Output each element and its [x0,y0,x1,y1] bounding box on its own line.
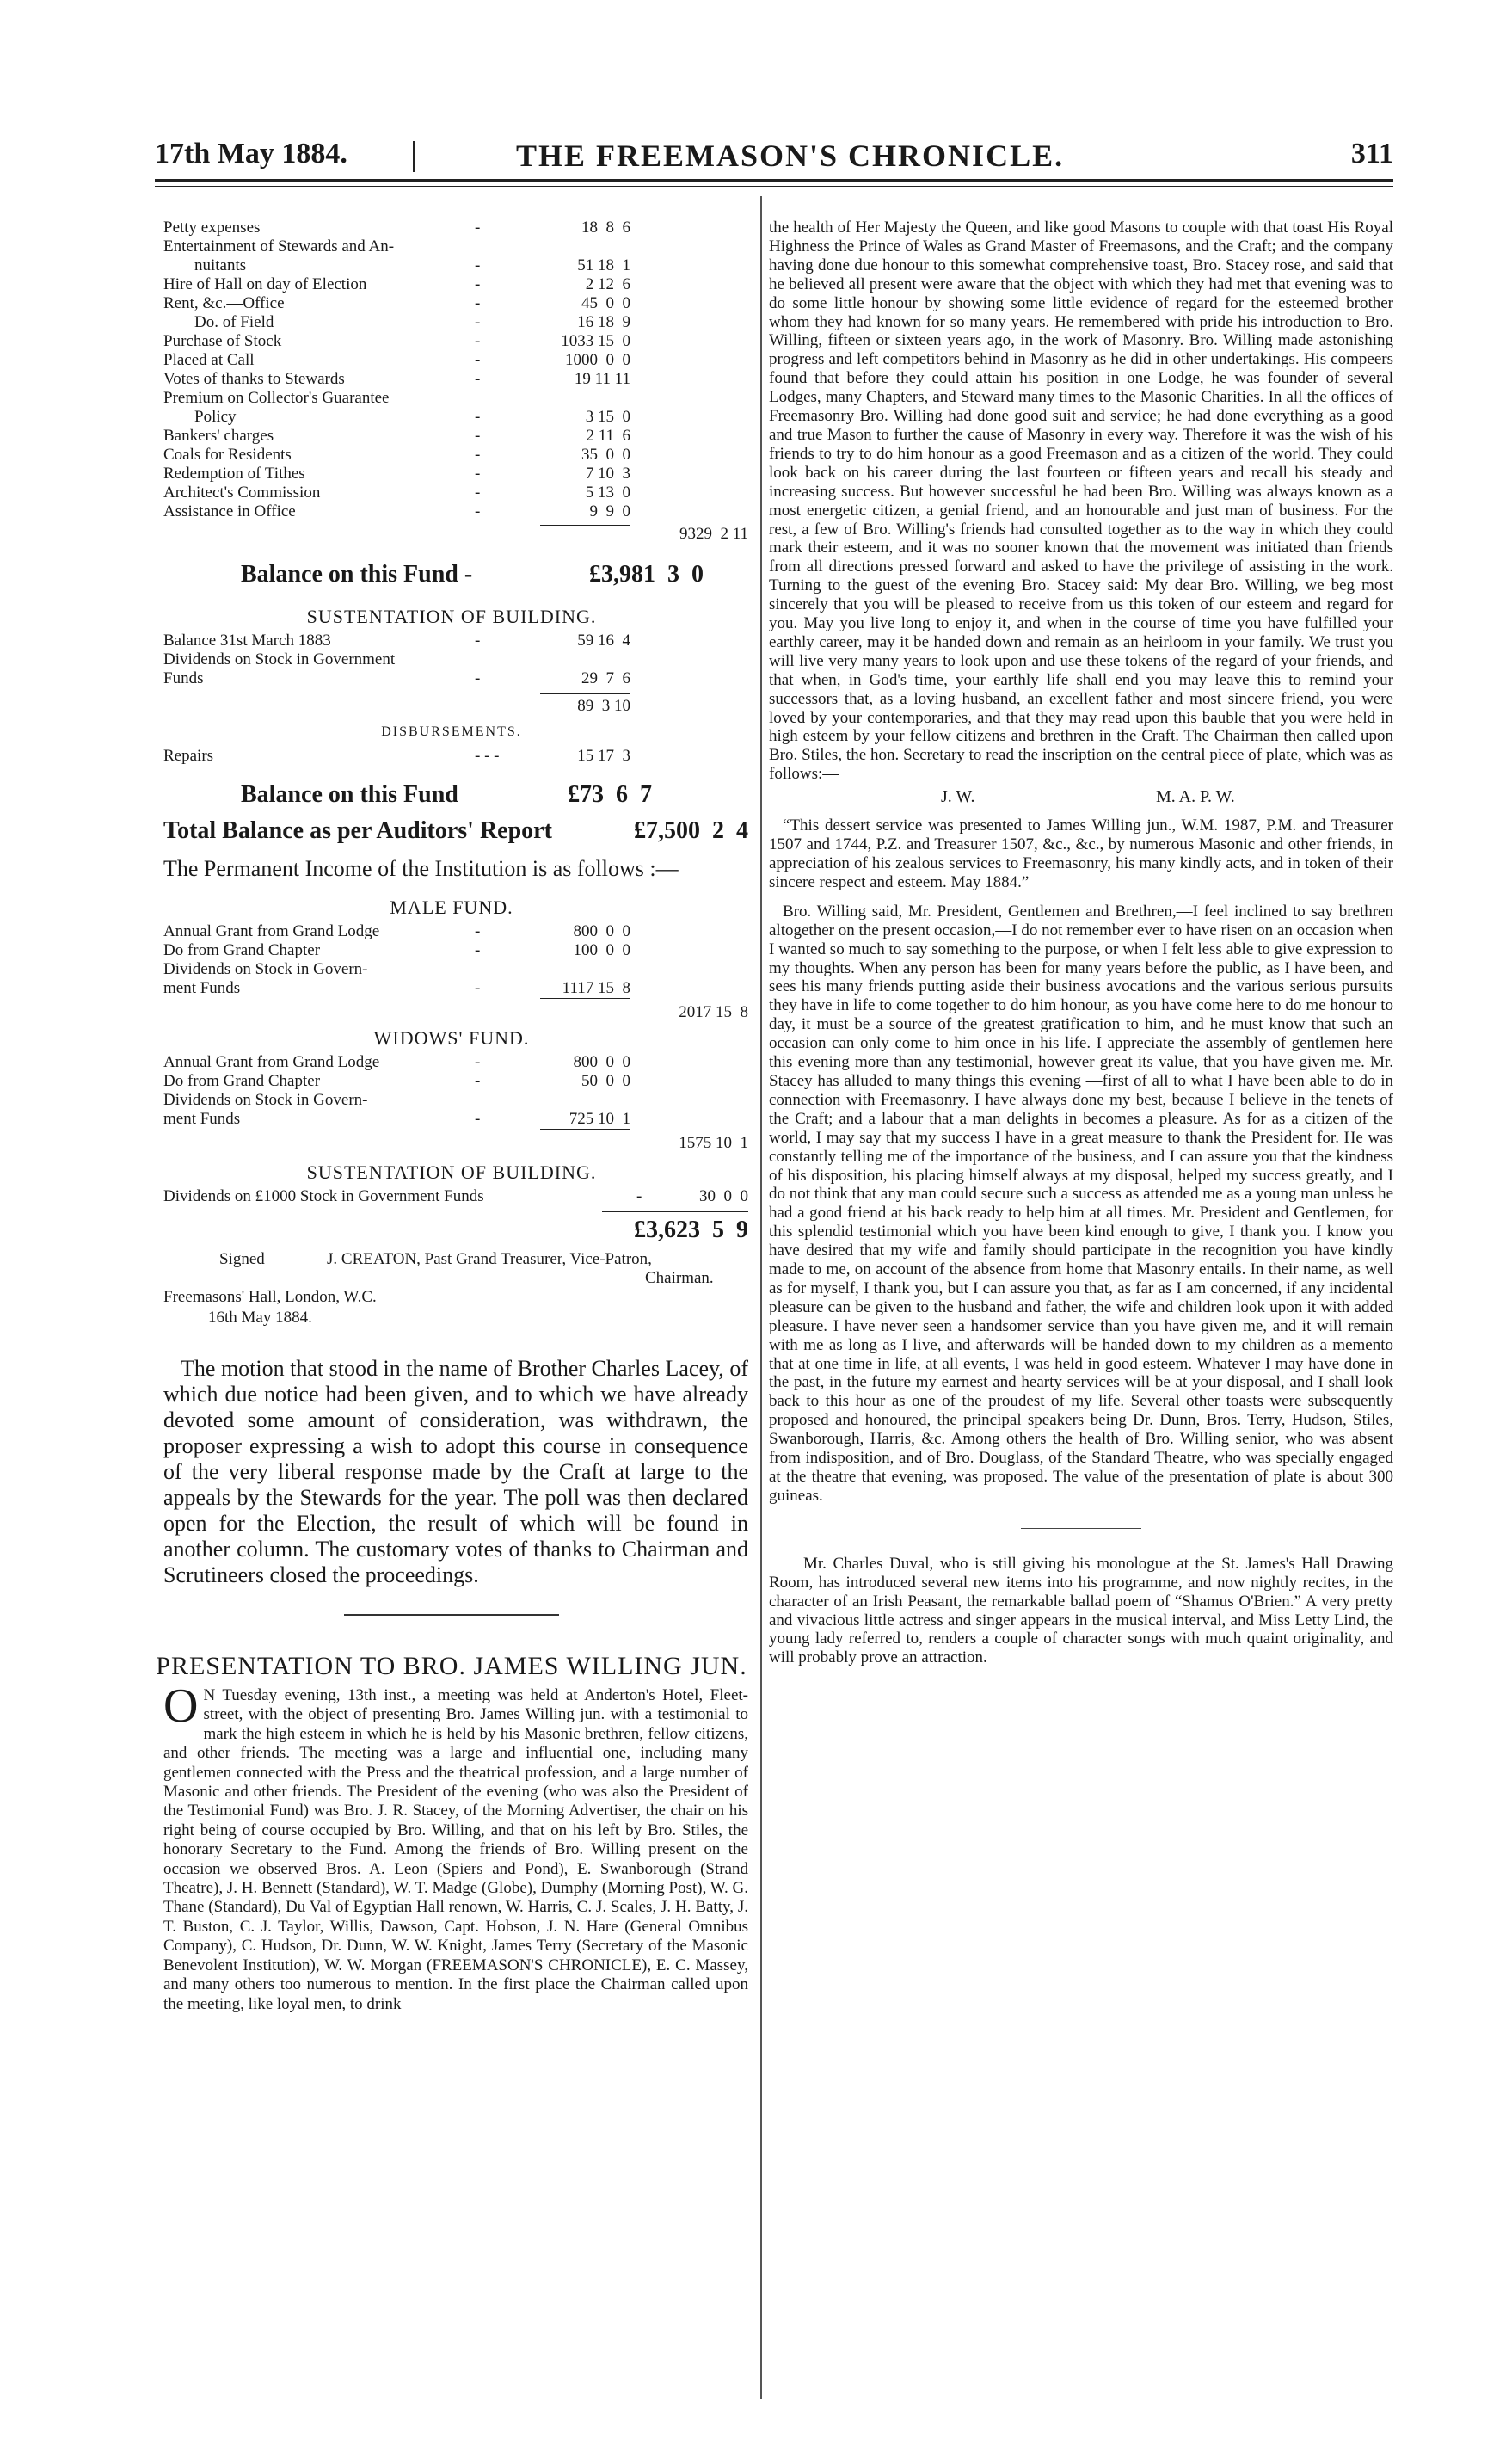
account-amount: 100 0 0 [573,941,630,959]
account-amount: 2 12 6 [585,275,630,293]
account-row [155,389,748,408]
sustentation-1-subtotal: 89 3 10 [577,697,630,715]
account-row: Votes of thanks to Stewards - 19 11 11 [163,370,630,388]
sustentation-1-heading: SUSTENTATION OF BUILDING. [306,606,597,627]
account-row: Assistance in Office - 9 9 0 [163,502,630,521]
signature-block [155,1244,748,1339]
account-row: Placed at Call - 1000 0 0 [163,351,630,369]
account-label: Annual Grant from Grand Lodge [163,1053,380,1071]
account-amount: 45 0 0 [581,294,630,312]
sum-line [540,525,630,526]
right-section-rule [1021,1528,1141,1529]
account-amount: 800 0 0 [573,1053,630,1071]
sustentation-2-total: 30 0 0 [699,1187,748,1205]
account-label: Annual Grant from Grand Lodge [163,922,380,940]
right-paragraph-1 [769,219,1393,784]
account-row: Bankers' charges - 2 11 6 [163,427,630,445]
account-amount: 16 18 9 [577,313,630,331]
grand-total: £3,623 5 9 [634,1217,748,1243]
account-row: Do from Grand Chapter - 50 0 0 [163,1072,630,1090]
account-label: ment Funds [163,979,241,997]
account-amount: 18 8 6 [581,219,630,237]
sum-line [540,693,630,694]
account-label: Do from Grand Chapter [163,941,321,959]
account-row: Do from Grand Chapter - 100 0 0 [163,941,630,959]
account-row [155,960,748,979]
drop-cap: O [163,1679,199,1733]
account-amount: 9 9 0 [589,502,630,521]
account-amount: 7 10 3 [585,465,630,483]
account-row: Architect's Commission - 5 13 0 [163,484,630,502]
sustentation-1-subtotal-row [155,688,748,718]
duval-paragraph: Mr. Charles Duval, who is still giving his monologue at the St. James's Hall Drawing Room, has introduced several new items into his programme, and now nightly recites, in the character of an Irish Peasant, the remarkable ballad poem of “Shamus O'Brien.” A very pretty and vivacious little actress and singer appears in the musical interval, and Miss Letty Lind, the young lady referred to, renders a couple of character songs with much quaint originality, and will probably prove an attraction. [769,1554,1393,1667]
account-label: Funds [163,669,204,687]
balance-fund-2-value: £73 6 7 [568,781,652,808]
account-row [155,237,748,256]
account-amount: 1033 15 0 [561,332,630,350]
account-label: nuitants [194,256,247,274]
account-row: Annual Grant from Grand Lodge - 800 0 0 [163,1053,630,1071]
motion-paragraph: The motion that stood in the name of Brother Charles Lacey, of which due notice had been given, and to which we have already devoted some amount of consideration, was withdrawn, the proposer expressing a wish to adopt this course in consequence of the very liberal response made by the Craft at large to the appeals by the Stewards for the year. The poll was then declared open for the Election, the result of which will be found in another column. The customary votes of thanks to Chairman and Scrutineers closed the proceedings. [163,1356,748,1587]
sum-line [540,1129,630,1130]
account-label: Votes of thanks to Stewards [163,370,345,388]
page-header [155,138,1393,182]
account-label: Premium on Collector's Guarantee [163,389,390,407]
column-divider [760,196,762,2399]
account-row: Funds - 29 7 6 [163,669,630,687]
account-label: Architect's Commission [163,484,321,502]
account-label: Entertainment of Stewards and An- [163,237,395,256]
disbursements-heading: DISBURSEMENTS. [381,724,522,739]
repairs-amount: 15 17 3 [577,747,630,765]
account-label: Redemption of Tithes [163,465,305,483]
account-row: Hire of Hall on day of Election - 2 12 6 [163,275,630,293]
account-label: Bankers' charges [163,427,274,445]
widows-fund-total: 1575 10 1 [679,1134,748,1152]
signature-name: J. CREATON, Past Grand Treasurer, Vice-Patron, [327,1250,652,1268]
account-label: Policy [194,408,237,426]
account-amount: 50 0 0 [581,1072,630,1090]
presentation-text: N Tuesday evening, 13th inst., a meeting was held at Anderton's Hotel, Fleet-street, with the object of presenting Bro. James Willing jun. with a testimonial to mark the high esteem in which he is held by his Masonic brethren, fellow citizens, and other friends. The meeting was a large and influential one, including many gentlemen connected with the Press and the theatrical profession, and a large number of Masonic and other friends. The President of the evening (who was also the President of the Testimonial Fund) was Bro. J. R. Stacey, of the Morning Advertiser, the chair on his right being of course occupied by Bro. Willing, and that on his left by Bro. Stiles, the honorary Secretary to the Fund. Among the friends of Bro. Willing present on the occasion we observed Bros. A. Leon (Spiers and Pond), E. Swanborough (Strand Theatre), J. H. Bennett (Standard), W. T. Madge (Globe), Dumphy (Morning Post), W. G. Thane (Standard), Du Val of Egyptian Hall renown, W. Harris, C. J. Scales, J. H. Batty, J. T. Buston, C. J. Taylor, Willis, Dawson, Capt. Hobson, J. N. Hare (General Omnibus Company), C. Hudson, Dr. Dunn, W. W. Knight, James Terry (Secretary of the Masonic Benevolent Institution), W. W. Morgan (FREEMASON'S CHRONICLE), E. C. Massey, and many others too numerous to mention. In the first place the Chairman called upon the meeting, like loyal men, to drink [163,1686,748,2013]
account-row: Petty expenses - 18 8 6 [163,219,630,237]
widows-fund-heading: WIDOWS' FUND. [373,1027,530,1049]
account-row: ment Funds - 1117 15 8 [163,979,630,997]
left-column [155,196,748,2014]
account-row: Policy - 3 15 0 [194,408,630,426]
account-amount: 59 16 4 [577,631,630,650]
header-page-number: 311 [1350,138,1393,169]
signature-role: Chairman. [645,1269,714,1287]
sig-initials-a: J. W. [941,787,975,807]
account-label: Hire of Hall on day of Election [163,275,367,293]
account-label: Balance 31st March 1883 [163,631,331,650]
balance-fund-1-label: Balance on this Fund - [241,561,473,588]
account-amount: 1000 0 0 [565,351,630,369]
willing-reply: Bro. Willing said, Mr. President, Gentlemen and Brethren,—I feel inclined to say brethren altogether on the present occasion,—I do not remember ever to have risen on an occasion when I wanted so much to say something to the purpose, or when I felt less able to give expression to my thoughts. When any person has been for many years before the public, as I have been, and sees his many friends putting aside their business avocations and the various serious pursuits they have in life to come together to do him honour, as you have come here to do me honour to day, it must be a source of the greatest gratification to him, and he must know that such an occasion can only come to him once in his life. I appreciate the assembly of gentlemen here this evening more than any testimonial, however great its value, that you have given me. Mr. Stacey has alluded to many things this evening —first of all to what I have been able to do in connection with Freemasonry. I have always done my best, because I believe in the tenets of the Craft; and a labour that a man delights in becomes a pleasure. As for as a citizen of the world, I may say that my success I have in a great measure to thank the President for. He was constantly telling me of the importance of the business, and I can assure you that the kindness of his disposition, his placing himself always at my disposal, helped my success greatly, and I do not think that any man could secure such a success as attended me as a young man unless he had a good friend at his back ready to help him at all times. Mr. President and Gentlemen, for this splendid testimonial which you have been kind enough to give, I thank you. I know you have desired that my wife and family should participate in the recognition you have kindly made to me, on account of the absence from home that Masonry entails. In their name, as well as for myself, I thank you, but I can assure you that, as far as I am concerned, if any incidental pleasure can be given to the husband and father, the wife and children look upon it with added pleasure. I have never seen a handsomer service than you have given me, and it will remain with me as long as I live, and afterwards will be handed down to my children as a memento that at one time in life, at all events, I was held in good esteem. Whatever I may have done in the past, in the future my earnest and hearty services will be at your disposal, and I shall look back to this hour as one of the proudest of my life. Several other toasts were subsequently proposed and honoured, the principal speakers being Dr. Dunn, Bros. Terry, Hudson, Stiles, Swanborough, Harris, &c. Among others the health of Bro. Willing senior, who was absent from indisposition, and of Bro. Douglass, of the Standard Theatre, who was specially engaged at the theatre that evening, was proposed. The value of the presentation of plate is about 300 guineas. [769,902,1393,1505]
header-date: 17th May 1884. [155,138,347,169]
permanent-income-intro: The Permanent Income of the Institution is as follows :— [163,856,679,881]
account-label: Do. of Field [194,313,274,331]
header-rule-thin [155,186,1393,187]
account-row: Balance 31st March 1883 - 59 16 4 [163,631,630,650]
account-row: Annual Grant from Grand Lodge - 800 0 0 [163,922,630,940]
account-label: ment Funds [163,1110,241,1128]
balance-fund-2 [155,778,748,812]
sustentation-2-heading: SUSTENTATION OF BUILDING. [306,1161,597,1183]
account-label: Petty expenses [163,219,261,237]
sum-line [540,998,630,999]
account-amount: 800 0 0 [573,922,630,940]
widows-fund-rows [155,1053,748,1129]
account-row: Coals for Residents - 35 0 0 [163,446,630,464]
account-label: Assistance in Office [163,502,296,521]
account-row: ment Funds - 725 10 1 [163,1110,630,1128]
account-label: Dividends on Stock in Govern- [163,1091,368,1109]
repairs-row: Repairs - - - 15 17 3 [163,747,630,765]
sig-initials-b: M. A. P. W. [1156,787,1235,807]
account-amount: 3 15 0 [585,408,630,426]
accounts-top-total-row [155,521,748,544]
sustentation-2-row: Dividends on £1000 Stock in Government Funds - 30 0 0 [163,1187,748,1205]
right-column [769,196,1393,1667]
account-amount: 725 10 1 [569,1110,630,1128]
account-row [155,650,748,669]
total-balance [155,812,748,850]
male-fund-heading: MALE FUND. [390,896,513,918]
header-rule [155,179,1393,182]
account-amount: 2 11 6 [586,427,630,445]
balance-fund-2-label: Balance on this Fund [241,781,458,808]
accounts-top-total: 9329 2 11 [679,525,748,543]
account-row: Purchase of Stock - 1033 15 0 [163,332,630,350]
widows-fund-total-row [155,1129,748,1158]
account-label: Purchase of Stock [163,332,282,350]
sustentation-2-label: Dividends on £1000 Stock in Government Funds [163,1187,484,1205]
presentation-heading: PRESENTATION TO BRO. JAMES WILLING JUN. [156,1652,747,1680]
account-amount: 1117 15 8 [562,979,630,997]
male-fund-total: 2017 15 8 [679,1003,748,1021]
presentation-body [155,1679,748,2014]
stacey-speech: the health of Her Majesty the Queen, and like good Masons to couple with that toast His Royal Highness the Prince of Wales as Grand Master of Freemasons, and the Craft; and the company having done due honour to this somewhat comprehensive toast, Bro. Stacey rose, and said that he believed all present were aware that the object with which they had met that evening was to do some little honour by showing some little evidence of regard for the esteemed brother whom they had known for so many years. He remembered with pride his introduction to Bro. Willing, fifteen or sixteen years ago, in the work of Masonry. Bro. Willing made astonishing progress and left competitors behind in Masonry as he did in other undertakings. His compeers found that before they could attain his position in one Lodge, he was founder of several Lodges, many Chapters, and Steward many times to the Masonic Charities. In all the offices of Freemasonry Bro. Willing had done good suit and service; he had done everything as a good and true Mason to further the cause of Masonry in every way. Therefore it was the wish of his friends to try to do him honour as a good Freemason and as a citizen of the world. They could look back on his career during the last fourteen or fifteen years and recall his steady and increasing success. But however successful he had been Bro. Willing was always known as a most energetic citizen, a genial friend, and an honourable and just man of business. For the rest, a few of Bro. Willing's friends had consulted together as to the way in which they could mark their esteem, and it was no sooner known that the movement was initiated than friends from all directions pressed forward and asked to have the privilege of assisting in the work. Turning to the guest of the evening Bro. Stacey said: My dear Bro. Willing, we beg most sincerely that you will be pleased to receive from us this token of our esteem and regard for you. May you live long to enjoy it, and when in the course of time you have fulfilled your earthly career, may it be handed down and remain as an heirloom in your family. We trust you will live very many years to look upon and use these tokens of the regard of your friends, and that when, in God's time, your earthly life shall end you may leave this to remind your successors that, as a loving husband, an excellent father and most sincere friend, you were loved by your contemporaries, and that they may read upon this bauble that you were held in high esteem by your fellow citizens and brethren in the Craft. The Chairman then called upon Bro. Stiles, the hon. Secretary to read the inscription on the central piece of plate, which was as follows:— [769,219,1393,784]
signature-place: Freemasons' Hall, London, W.C. [163,1288,377,1306]
sustentation-1-rows [155,631,748,688]
grand-total-row [155,1206,748,1244]
total-balance-label: Total Balance as per Auditors' Report [163,817,552,844]
account-amount: 35 0 0 [581,446,630,464]
account-row: Redemption of Tithes - 7 10 3 [163,465,630,483]
account-label: Placed at Call [163,351,255,369]
account-label: Dividends on Stock in Government [163,650,396,668]
inscription-text: “This dessert service was presented to James Willing jun., W.M. 1987, P.M. and Treasurer 1507 and 1744, P.Z. and Treasurer 1507, &c., &c., by numerous Masonic and other friends, in appreciation of his zealous services to Freemasonry, his many kindly acts, and in token of their sincere respect and esteem. May 1884.” [769,816,1393,891]
account-label: Rent, &c.—Office [163,294,285,312]
account-row [155,1091,748,1110]
header-separator [413,141,415,172]
signed-label: Signed [219,1250,265,1268]
balance-fund-1 [155,558,748,592]
total-balance-value: £7,500 2 4 [634,817,748,844]
account-row: Do. of Field - 16 18 9 [194,313,630,331]
account-label: Coals for Residents [163,446,292,464]
account-label: Dividends on Stock in Govern- [163,960,368,978]
inscription-signature [769,784,1393,810]
account-label: Do from Grand Chapter [163,1072,321,1090]
section-rule [344,1614,559,1616]
balance-fund-1-value: £3,981 3 0 [589,561,704,588]
account-amount: 5 13 0 [585,484,630,502]
repairs-label: Repairs [163,747,214,765]
account-row: Rent, &c.—Office - 45 0 0 [163,294,630,312]
male-fund-rows [155,922,748,998]
account-amount: 19 11 11 [574,370,630,388]
account-amount: 51 18 1 [577,256,630,274]
header-title: THE FREEMASON'S CHRONICLE. [516,139,1065,173]
signature-date: 16th May 1884. [208,1309,312,1327]
accounts-top [155,219,748,521]
account-amount: 29 7 6 [581,669,630,687]
account-row: nuitants - 51 18 1 [194,256,630,274]
male-fund-total-row [155,998,748,1024]
